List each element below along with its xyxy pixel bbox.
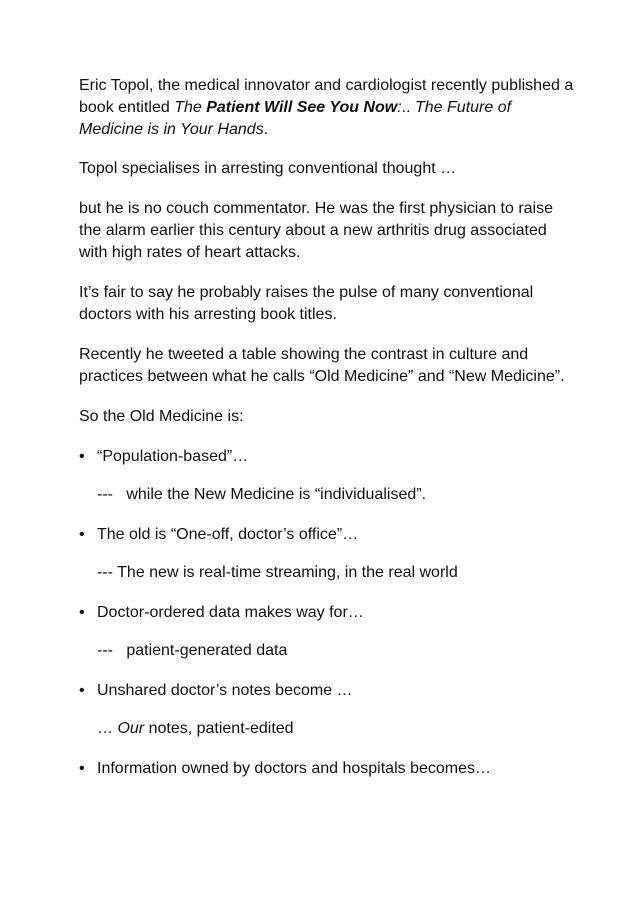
paragraph-raises-pulse: It’s fair to say he probably raises the pulse of many conventional doctors with his arresting book titles. xyxy=(79,284,534,323)
list-item-contrast xyxy=(79,718,579,740)
document-page xyxy=(79,75,579,796)
list-item-contrast: --- The new is real-time streaming, in the real world xyxy=(97,564,458,581)
list-item-point: Unshared doctor’s notes become … xyxy=(97,682,353,699)
paragraph-old-medicine-intro: So the Old Medicine is: xyxy=(79,408,244,425)
book-title-colon: : xyxy=(397,99,402,116)
list-item xyxy=(79,680,579,702)
paragraph-tweeted-table: Recently he tweeted a table showing the contrast in culture and practices between what he calls “Old Medicine” and “New Medicine”. xyxy=(79,346,565,385)
bullet-icon: • xyxy=(79,760,85,777)
intro-period: . xyxy=(263,121,269,138)
list-item-point: “Population-based”… xyxy=(97,448,249,465)
list-item-contrast: --- patient-generated data xyxy=(97,642,288,659)
book-title-main: Patient Will See You Now xyxy=(206,99,398,116)
contrast-rest: notes, patient-edited xyxy=(144,720,294,737)
list-item-point: The old is “One-off, doctor’s office”… xyxy=(97,526,359,543)
contrast-emphasis: Our xyxy=(117,720,145,737)
bullet-icon: • xyxy=(79,448,85,465)
paragraph-no-couch-commentator: but he is no couch commentator. He was the first physician to raise the alarm earlier this century about a new arthritis drug associated with high rates of heart attacks. xyxy=(79,200,554,261)
book-title-separator: .. xyxy=(401,99,415,116)
book-title-article: The xyxy=(174,99,207,116)
list-item-point: Information owned by doctors and hospitals becomes… xyxy=(97,760,491,777)
contrast-prefix: … xyxy=(97,720,118,737)
list-item xyxy=(79,446,579,468)
paragraph-arresting-thought: Topol specialises in arresting conventional thought … xyxy=(79,160,457,177)
list-item-contrast: --- while the New Medicine is “individualised”. xyxy=(97,486,427,503)
book-subtitle: The Future of Medicine is in Your Hands xyxy=(79,99,512,138)
list-item xyxy=(79,602,579,624)
bullet-icon: • xyxy=(79,682,85,699)
bullet-icon: • xyxy=(79,526,85,543)
list-item-point: Doctor-ordered data makes way for… xyxy=(97,604,364,621)
list-item xyxy=(79,758,579,780)
intro-text: Eric Topol, the medical innovator and cardiologist recently published a book entitled xyxy=(79,77,574,116)
list-item xyxy=(79,524,579,546)
bullet-icon: • xyxy=(79,604,85,621)
intro-paragraph xyxy=(79,75,579,141)
